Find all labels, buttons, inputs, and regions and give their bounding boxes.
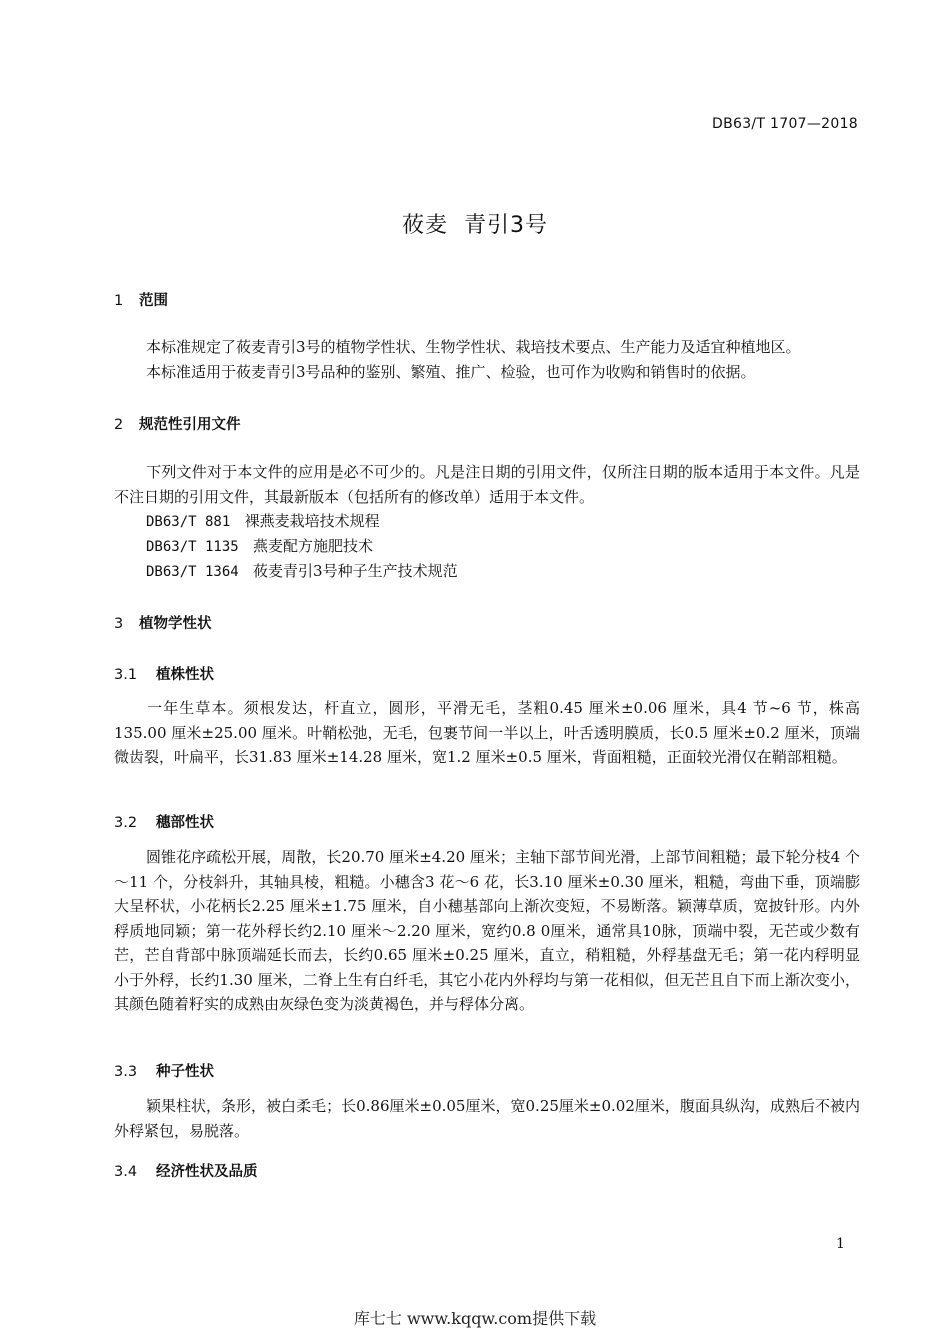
section-number: 2 xyxy=(114,417,124,433)
subsection-3-1-paragraph: 一年生草本。须根发达，杆直立，圆形，平滑无毛，茎粗0.45 厘米±0.06 厘米，具4 节~6 节，株高135.00 厘米±25.00 厘米。叶鞘松弛，无毛，包裹节间一半以上，叶舌透明膜质，长0.5 厘米±0.2 厘米，顶端微齿裂，叶扁平，长31.83 厘米±14.28 厘米，宽1.2 厘米±0.5 厘米，背面粗糙，正面较光滑仅在鞘部粗糙。 xyxy=(114,699,860,766)
subsection-3-4-heading xyxy=(114,1160,258,1181)
section-3-heading xyxy=(114,612,212,633)
reference-item: DB63/T 1135 燕麦配方施肥技术 xyxy=(146,537,374,555)
subsection-3-2-heading xyxy=(114,811,214,832)
section-title: 范围 xyxy=(139,293,168,309)
subsection-3-2-paragraph: 圆锥花序疏松开展，周散，长20.70 厘米±4.20 厘米；主轴下部节间光滑，上部节间粗糙；最下轮分枝4 个～11 个，分枝斜升，其轴具棱，粗糙。小穗含3 花～6 花，长3.10 厘米±0.30 厘米，粗糙，弯曲下垂，顶端膨大呈杯状，小花柄长2.25 厘米±1.75 厘米，自小穗基部向上渐次变短，不易断落。颖薄草质，宽披针形。内外稃质地同颖；第一花外稃长约2.10 厘米～2.20 厘米，宽约0.8 0厘米，通常具10脉，顶端中裂，无芒或少数有芒，芒自背部中脉顶端延长而去，长约0.65 厘米±0.25 厘米，直立，稍粗糙，外稃基盘无毛；第一花内稃明显小于外稃，长约1.30 厘米，二脊上生有白纤毛，其它小花内外稃均与第一花相似，但无芒且自下而上渐次变小，其颜色随着籽实的成熟由灰绿色变为淡黄褐色，并与稃体分离。 xyxy=(114,848,860,1013)
page-number: 1 xyxy=(836,1236,845,1252)
subsection-number: 3.2 xyxy=(114,815,138,831)
section-title: 植物学性状 xyxy=(139,616,212,632)
section-1-heading xyxy=(114,289,168,310)
page-title: 莜麦 青引3号 xyxy=(402,213,548,238)
subsection-title: 种子性状 xyxy=(156,1064,214,1080)
subsection-3-3-paragraph: 颖果柱状，条形，被白柔毛；长0.86厘米±0.05厘米，宽0.25厘米±0.02厘米，腹面具纵沟，成熟后不被内外稃紧包，易脱落。 xyxy=(114,1097,860,1140)
subsection-3-1-heading xyxy=(114,663,214,684)
reference-item: DB63/T 881 裸燕麦栽培技术规程 xyxy=(146,512,380,530)
footer-download-notice: 库七七 www.kqqw.com提供下载 xyxy=(353,1309,597,1328)
section-number: 1 xyxy=(114,293,124,309)
subsection-number: 3.3 xyxy=(114,1064,138,1080)
subsection-3-3-heading xyxy=(114,1060,214,1081)
subsection-title: 植株性状 xyxy=(156,667,214,683)
section-2-paragraph: 下列文件对于本文件的应用是必不可少的。凡是注日期的引用文件，仅所注日期的版本适用于本文件。凡是不注日期的引用文件，其最新版本（包括所有的修改单）适用于本文件。 xyxy=(114,463,860,506)
section-1-paragraph-2: 本标准适用于莜麦青引3号品种的鉴别、繁殖、推广、检验，也可作为收购和销售时的依据。 xyxy=(146,363,756,381)
standard-code: DB63/T 1707—2018 xyxy=(712,116,858,132)
subsection-number: 3.4 xyxy=(114,1164,138,1180)
section-number: 3 xyxy=(114,616,124,632)
reference-item: DB63/T 1364 莜麦青引3号种子生产技术规范 xyxy=(146,562,458,580)
subsection-title: 穗部性状 xyxy=(156,815,214,831)
subsection-number: 3.1 xyxy=(114,667,138,683)
section-1-paragraph-1: 本标准规定了莜麦青引3号的植物学性状、生物学性状、栽培技术要点、生产能力及适宜种植地区。 xyxy=(146,338,801,356)
section-title: 规范性引用文件 xyxy=(139,417,241,433)
subsection-title: 经济性状及品质 xyxy=(156,1164,258,1180)
section-2-heading xyxy=(114,413,241,434)
